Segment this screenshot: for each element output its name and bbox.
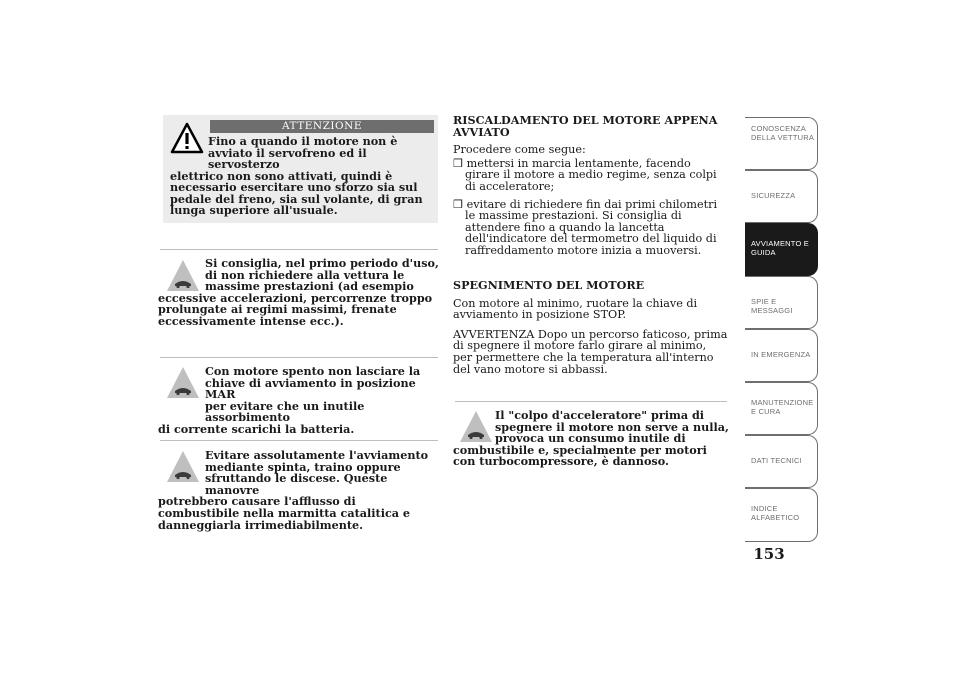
list-item: ❒ mettersi in marcia lentamente, facendo girare il motore a medio regime, senza colpi di acceleratore; — [453, 156, 717, 193]
tab-manutenzione-e-cura[interactable]: MANUTENZIONE E CURA — [745, 382, 818, 435]
list-item: ❒ evitare di richiedere fin dai primi chilometri le massime prestazioni. Si consiglia di attendere fino a quando la lancetta dell'indicatore del termometro del liquido di raffreddamento motore inizia a muoversi. — [453, 197, 718, 257]
tab-spie-e-messaggi[interactable]: SPIE E MESSAGGI — [745, 276, 818, 329]
section-shutdown — [453, 280, 728, 375]
divider — [160, 440, 438, 441]
divider — [160, 357, 438, 358]
divider — [455, 401, 727, 402]
tab-in-emergenza[interactable]: IN EMERGENZA — [745, 329, 818, 382]
divider — [160, 249, 438, 250]
paragraph: AVVERTENZA Dopo un percorso faticoso, prima di spegnere il motore farlo girare al minimo, per permettere che la temperatura all'interno del vano motore si abbassi. — [453, 327, 728, 376]
tab-indice-alfabetico[interactable]: INDICE ALFABETICO — [745, 488, 818, 542]
warning-text: Fino a quando il motore non è avviato il servofreno ed il servosterzo elettrico non sono attivati, quindi è necessario esercitare uno sforzo sia sul pedale del freno, sia sul volante, di gran lunga superiore all'usuale. — [170, 134, 423, 217]
note-text: Si consiglia, nel primo periodo d'uso, di non richiedere alla vettura le massime prestazioni (ad esempio eccessive accelerazioni, percorrenze troppo prolungate ai regimi massimi, frenate eccessivamente intense ecc.). — [158, 256, 439, 328]
note-text: Il "colpo d'acceleratore" prima di spegnere il motore non serve a nulla, provoca un consumo inutile di combustibile e, specialmente per motori con turbocompressore, è dannoso. — [453, 408, 729, 469]
note-text: Evitare assolutamente l'avviamento mediante spinta, traino oppure sfruttando le discese. Queste manovre potrebbero causare l'afflusso di combustibile nella marmitta catalitica e danneggiarla irrimediabilmente. — [158, 448, 429, 532]
section-warmup — [453, 115, 728, 257]
page-number: 153 — [753, 545, 785, 563]
section-title: SPEGNIMENTO DEL MOTORE — [453, 278, 645, 292]
paragraph: Con motore al minimo, ruotare la chiave di avviamento in posizione STOP. — [453, 296, 698, 322]
tab-conoscenza-della-vettura[interactable]: CONOSCENZA DELLA VETTURA — [745, 117, 818, 170]
note-text: Con motore spento non lasciare la chiave di avviamento in posizione MAR per evitare che un inutile assorbimento di corrente scarichi la batteria. — [158, 364, 421, 436]
paragraph: Procedere come segue: — [453, 143, 586, 157]
tab-sicurezza[interactable]: SICUREZZA — [745, 170, 818, 223]
warning-header: ATTENZIONE — [210, 120, 434, 133]
section-title: RISCALDAMENTO DEL MOTORE APPENA AVVIATO — [453, 113, 718, 139]
tab-avviamento-e-guida[interactable]: AVVIAMENTO E GUIDA — [745, 223, 818, 276]
tab-dati-tecnici[interactable]: DATI TECNICI — [745, 435, 818, 488]
